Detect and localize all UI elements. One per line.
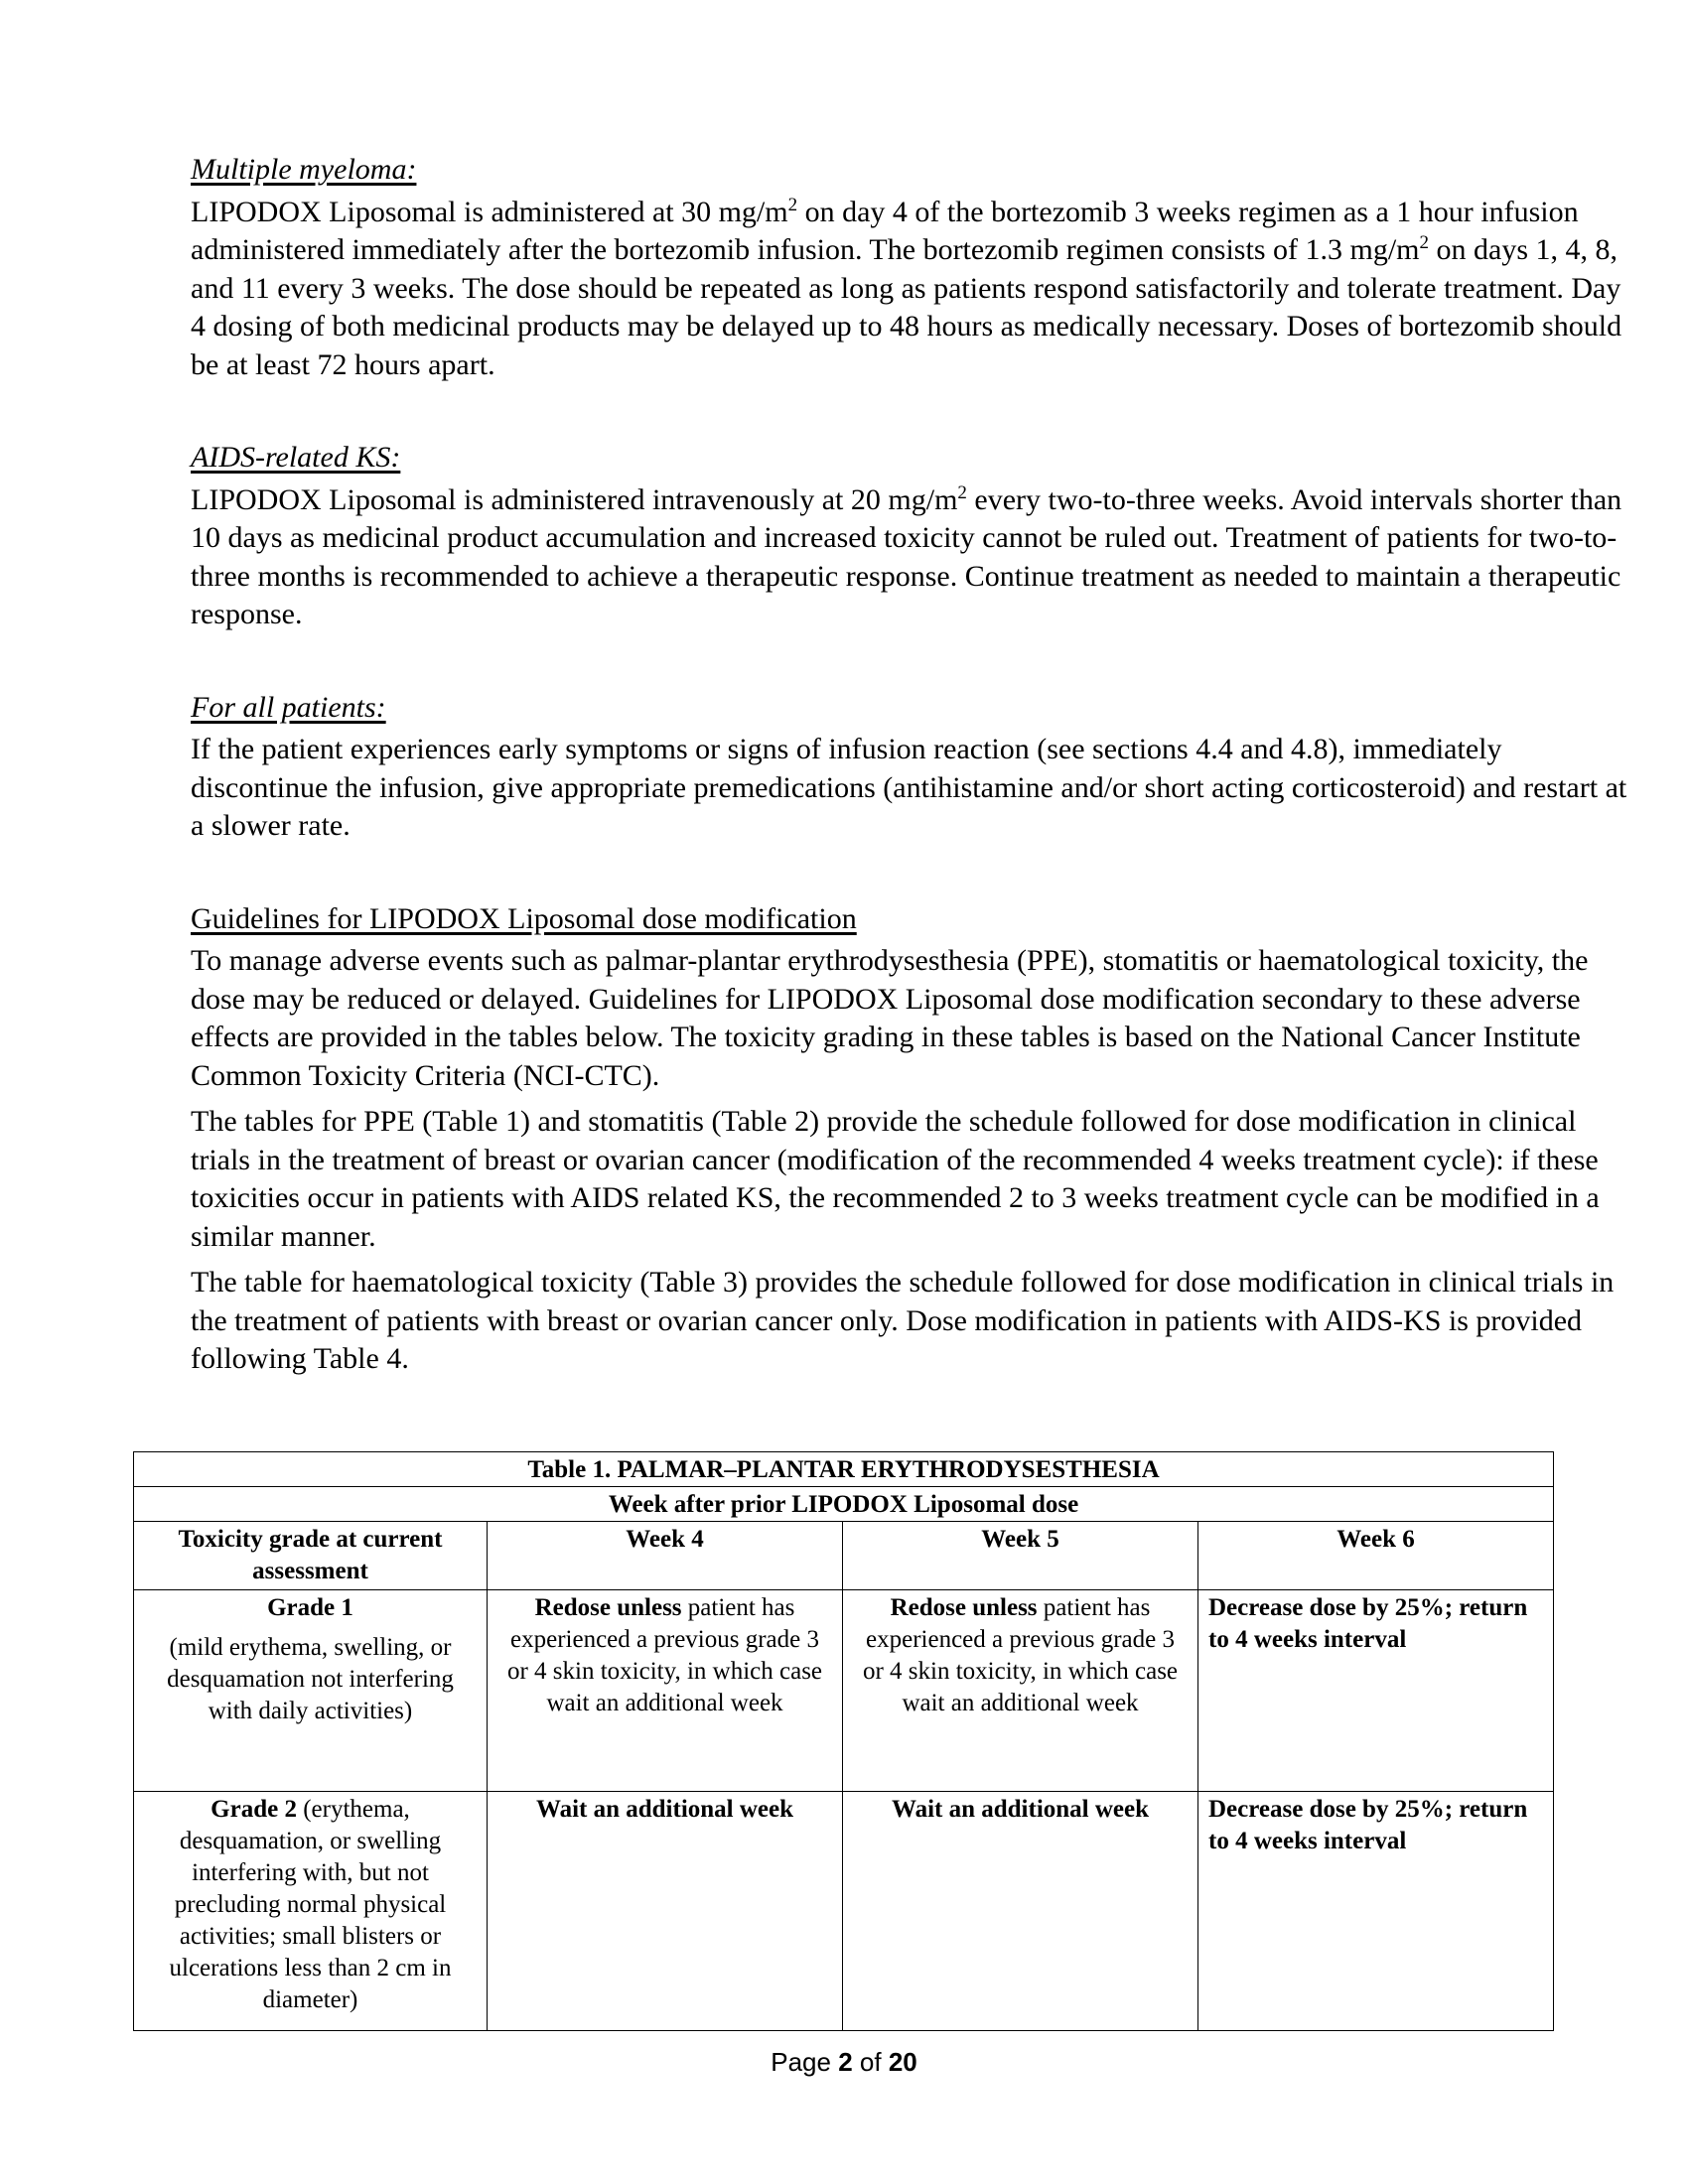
- page-footer: [0, 2047, 1688, 2078]
- table-title-row: [134, 1452, 1554, 1487]
- section-multiple-myeloma: [191, 151, 1640, 384]
- text: on day 4 of the bortezomib 3 weeks regimen as a 1 hour infusion administered immediately after the bortezomib infusion. The bortezomib regimen consists of 1.3 mg/m: [191, 195, 1579, 266]
- page-of: of: [852, 2047, 889, 2077]
- table-title: Table 1. PALMAR–PLANTAR ERYTHRODYSESTHESIA: [134, 1452, 1554, 1487]
- paragraph: To manage adverse events such as palmar-plantar erythrodysesthesia (PPE), stomatitis or haematological toxicity, the dose may be reduced or delayed. Guidelines for LIPODOX Liposomal dose modification secondary to these adverse effects are provided in the tables below. The toxicity grading in these tables is based on the National Cancer Institute Common Toxicity Criteria (NCI-CTC).: [191, 944, 1589, 1092]
- superscript: 2: [787, 194, 798, 215]
- table-subtitle-row: [134, 1487, 1554, 1522]
- document-body: [191, 151, 1640, 1379]
- paragraph: [191, 481, 1640, 634]
- table-cell: [488, 1590, 843, 1792]
- bold-text: Redose unless: [890, 1594, 1038, 1621]
- page-total: 20: [888, 2047, 917, 2077]
- paragraph: The table for haematological toxicity (Table 3) provides the schedule followed for dose modification in clinical trials in the treatment of patients with breast or ovarian cancer only. Dose modification in patients with AIDS-KS is provided following Table 4.: [191, 1266, 1615, 1375]
- text: patient has experienced a previous grade 3 or 4 skin toxicity, in which case wait an additional week: [862, 1594, 1179, 1716]
- section-heading: For all patients:: [191, 690, 386, 724]
- text: LIPODOX Liposomal is administered at 30 mg/m: [191, 195, 788, 228]
- text: LIPODOX Liposomal is administered intravenously at 20 mg/m: [191, 482, 958, 516]
- grade-cell: [134, 1792, 488, 2031]
- text: every two-to-three weeks. Avoid intervals shorter than 10 days as medicinal product accumulation and increased toxicity cannot be ruled out. Treatment of patients for two-to-three months is recommended to achieve a therapeutic response. Continue treatment as needed to maintain a therapeutic response.: [191, 482, 1622, 630]
- page-number: 2: [838, 2047, 853, 2077]
- grade-description: (erythema, desquamation, or swelling interfering with, but not precluding normal physical activities; small blisters or ulcerations less than 2 cm in diameter): [169, 1796, 452, 2013]
- table-header-row: [134, 1522, 1554, 1590]
- table-cell: Decrease dose by 25%; return to 4 weeks interval: [1198, 1792, 1554, 2031]
- table-cell: [843, 1590, 1198, 1792]
- column-header: Week 6: [1198, 1522, 1554, 1590]
- paragraph: The tables for PPE (Table 1) and stomatitis (Table 2) provide the schedule followed for dose modification in clinical trials in the treatment of breast or ovarian cancer (modification of the recommended 4 weeks treatment cycle): if these toxicities occur in patients with AIDS related KS, the recommended 2 to 3 weeks treatment cycle can be modified in a similar manner.: [191, 1105, 1600, 1253]
- section-dose-modification-guidelines: [191, 900, 1640, 1379]
- column-header: Toxicity grade at current assessment: [134, 1522, 488, 1590]
- section-heading: Multiple myeloma:: [191, 153, 417, 186]
- table-cell: Wait an additional week: [488, 1792, 843, 2031]
- paragraph: [191, 194, 1640, 385]
- table-subtitle: Week after prior LIPODOX Liposomal dose: [134, 1487, 1554, 1522]
- superscript: 2: [957, 481, 967, 503]
- grade-description: (mild erythema, swelling, or desquamation not interfering with daily activities): [167, 1634, 454, 1724]
- page-label: Page: [771, 2047, 839, 2077]
- section-heading: AIDS-related KS:: [191, 441, 401, 474]
- grade-cell: [134, 1590, 488, 1792]
- section-all-patients: [191, 689, 1640, 846]
- column-header: Week 5: [843, 1522, 1198, 1590]
- column-header: Week 4: [488, 1522, 843, 1590]
- ppe-table: [133, 1451, 1554, 2031]
- table-cell: Decrease dose by 25%; return to 4 weeks interval: [1198, 1590, 1554, 1792]
- superscript: 2: [1419, 232, 1429, 253]
- bold-text: Redose unless: [534, 1594, 682, 1621]
- text: patient has experienced a previous grade 3 or 4 skin toxicity, in which case wait an additional week: [506, 1594, 823, 1716]
- table-row: [134, 1792, 1554, 2031]
- text: on days 1, 4, 8, and 11 every 3 weeks. The dose should be repeated as long as patients respond satisfactorily and tolerate treatment. Day 4 dosing of both medicinal products may be delayed up to 48 hours as medically necessary. Doses of bortezomib should be at least 72 hours apart.: [191, 233, 1622, 381]
- paragraph: If the patient experiences early symptoms or signs of infusion reaction (see sections 4.4 and 4.8), immediately discontinue the infusion, give appropriate premedications (antihistamine and/or short acting corticosteroid) and restart at a slower rate.: [191, 733, 1627, 842]
- grade-label: Grade 2: [211, 1796, 297, 1823]
- table-row: [134, 1590, 1554, 1792]
- grade-label: Grade 1: [267, 1594, 353, 1621]
- ppe-table-container: [133, 1451, 1553, 2031]
- section-aids-related-ks: [191, 439, 1640, 634]
- table-cell: Wait an additional week: [843, 1792, 1198, 2031]
- section-heading: Guidelines for LIPODOX Liposomal dose modification: [191, 901, 857, 935]
